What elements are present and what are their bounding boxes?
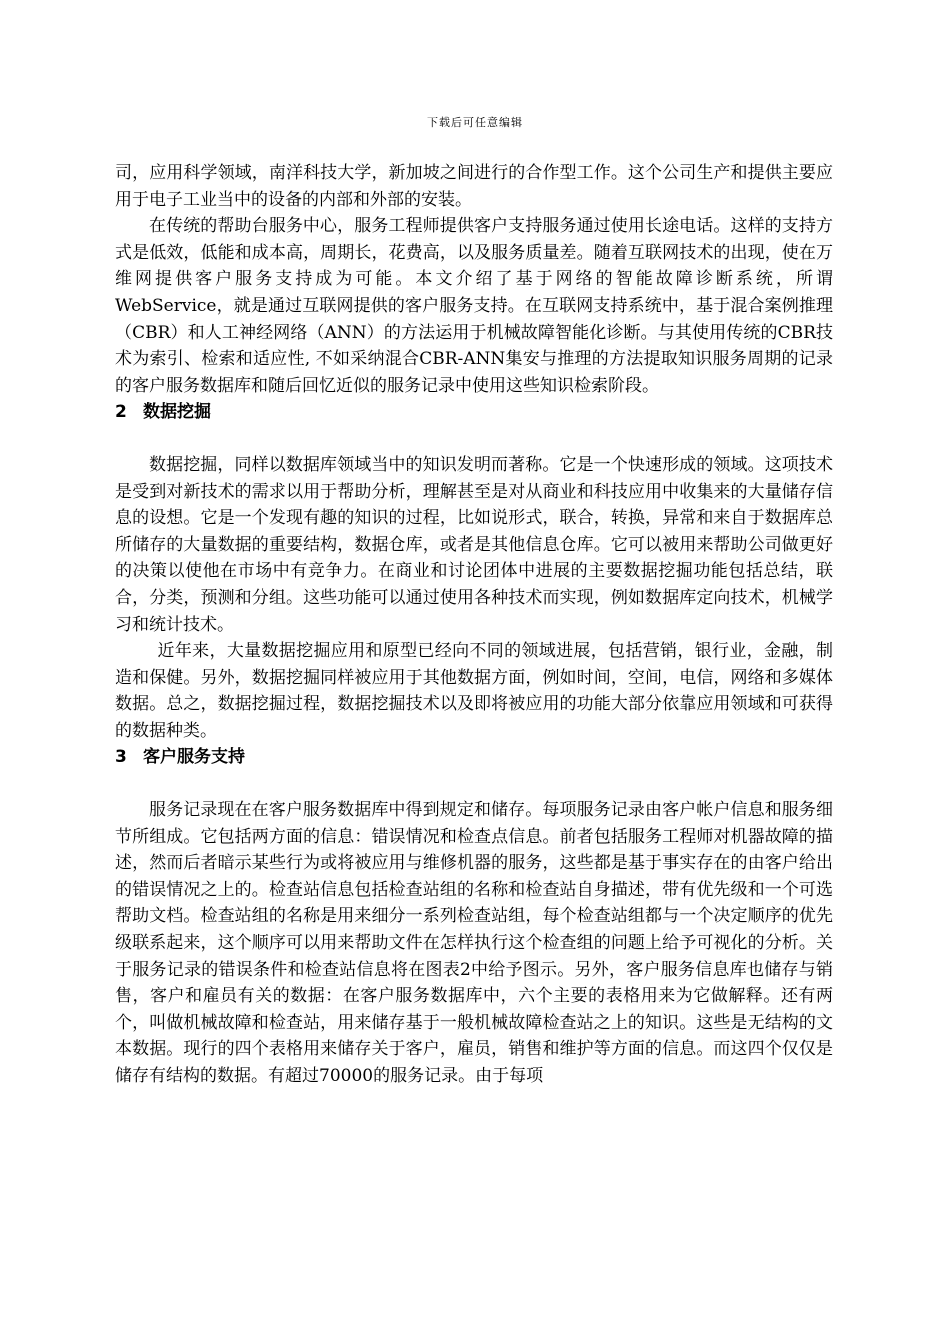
page-header: 下载后可任意编辑 (427, 116, 523, 129)
section-heading-data-mining (115, 399, 833, 426)
paragraph-data-mining-recent: 近年来，大量数据挖掘应用和原型已经向不同的领域进展，包括营销，银行业，金融，制造和保健。另外，数据挖掘同样被应用于其他数据方面，例如时间，空间，电信，网络和多媒体数据。总之，数据挖掘过程，数据挖掘技术以及即将被应用的功能大部分依靠应用领域和可获得的数据种类。 (115, 641, 833, 741)
paragraph-continuation: 司，应用科学领域，南洋科技大学，新加坡之间进行的合作型工作。这个公司生产和提供主要应用于电子工业当中的设备的内部和外部的安装。 (115, 163, 833, 210)
section-number: 3 (115, 747, 127, 768)
paragraph-service-records: 服务记录现在在客户服务数据库中得到规定和储存。每项服务记录由客户帐户信息和服务细节所组成。它包括两方面的信息：错误情况和检查点信息。前者包括服务工程师对机器故障的描述，然而后者暗示某些行为或将被应用与维修机器的服务，这些都是基于事实存在的由客户给出的错误情况之上的。检查站信息包括检查站组的名称和检查站自身描述，带有优先级和一个可选帮助文档。检查站组的名称是用来细分一系列检查站组，每个检查站组都与一个决定顺序的优先级联系起来，这个顺序可以用来帮助文件在怎样执行这个检查组的问题上给予可视化的分析。关于服务记录的错误条件和检查站信息将在图表2中给予图示。另外，客户服务信息库也储存与销售，客户和雇员有关的数据：在客户服务数据库中，六个主要的表格用来为它做解释。还有两个，叫做机械故障和检查站，用来储存基于一般机械故障检查站之上的知识。这些是无结构的文本数据。现行的四个表格用来储存关于客户，雇员，销售和维护等方面的信息。而这四个仅仅是储存有结构的数据。有超过70000的服务记录。由于每项 (115, 800, 833, 1086)
section-title: 数据挖掘 (143, 402, 211, 423)
section-title: 客户服务支持 (143, 747, 245, 768)
section-number: 2 (115, 402, 127, 423)
paragraph-helpdesk: 在传统的帮助台服务中心，服务工程师提供客户支持服务通过使用长途电话。这样的支持方式是低效，低能和成本高，周期长，花费高，以及服务质量差。随着互联网技术的出现，使在万维网提供客户服务支持成为可能。本文介绍了基于网络的智能故障诊断系统，所谓WebService，就是通过互联网提供的客户服务支持。在互联网支持系统中，基于混合案例推理（CBR）和人工神经网络（ANN）的方法运用于机械故障智能化诊断。与其使用传统的CBR技术为索引、检索和适应性, 不如采纳混合CBR-ANN集安与推理的方法提取知识服务周期的记录的客户服务数据库和随后回忆近似的服务记录中使用这些知识检索阶段。 (115, 216, 833, 396)
document-body (115, 160, 833, 1090)
paragraph-data-mining-intro: 数据挖掘，同样以数据库领域当中的知识发明而著称。它是一个快速形成的领域。这项技术是受到对新技术的需求以用于帮助分析，理解甚至是对从商业和科技应用中收集来的大量储存信息的设想。它是一个发现有趣的知识的过程，比如说形式，联合，转换，异常和来自于数据库总所储存的大量数据的重要结构，数据仓库，或者是其他信息仓库。它可以被用来帮助公司做更好的决策以使他在市场中有竞争力。在商业和讨论团体中进展的主要数据挖掘功能包括总结，联合，分类，预测和分组。这些功能可以通过使用各种技术而实现，例如数据库定向技术，机械学习和统计技术。 (115, 454, 833, 635)
section-heading-customer-service (115, 744, 833, 771)
